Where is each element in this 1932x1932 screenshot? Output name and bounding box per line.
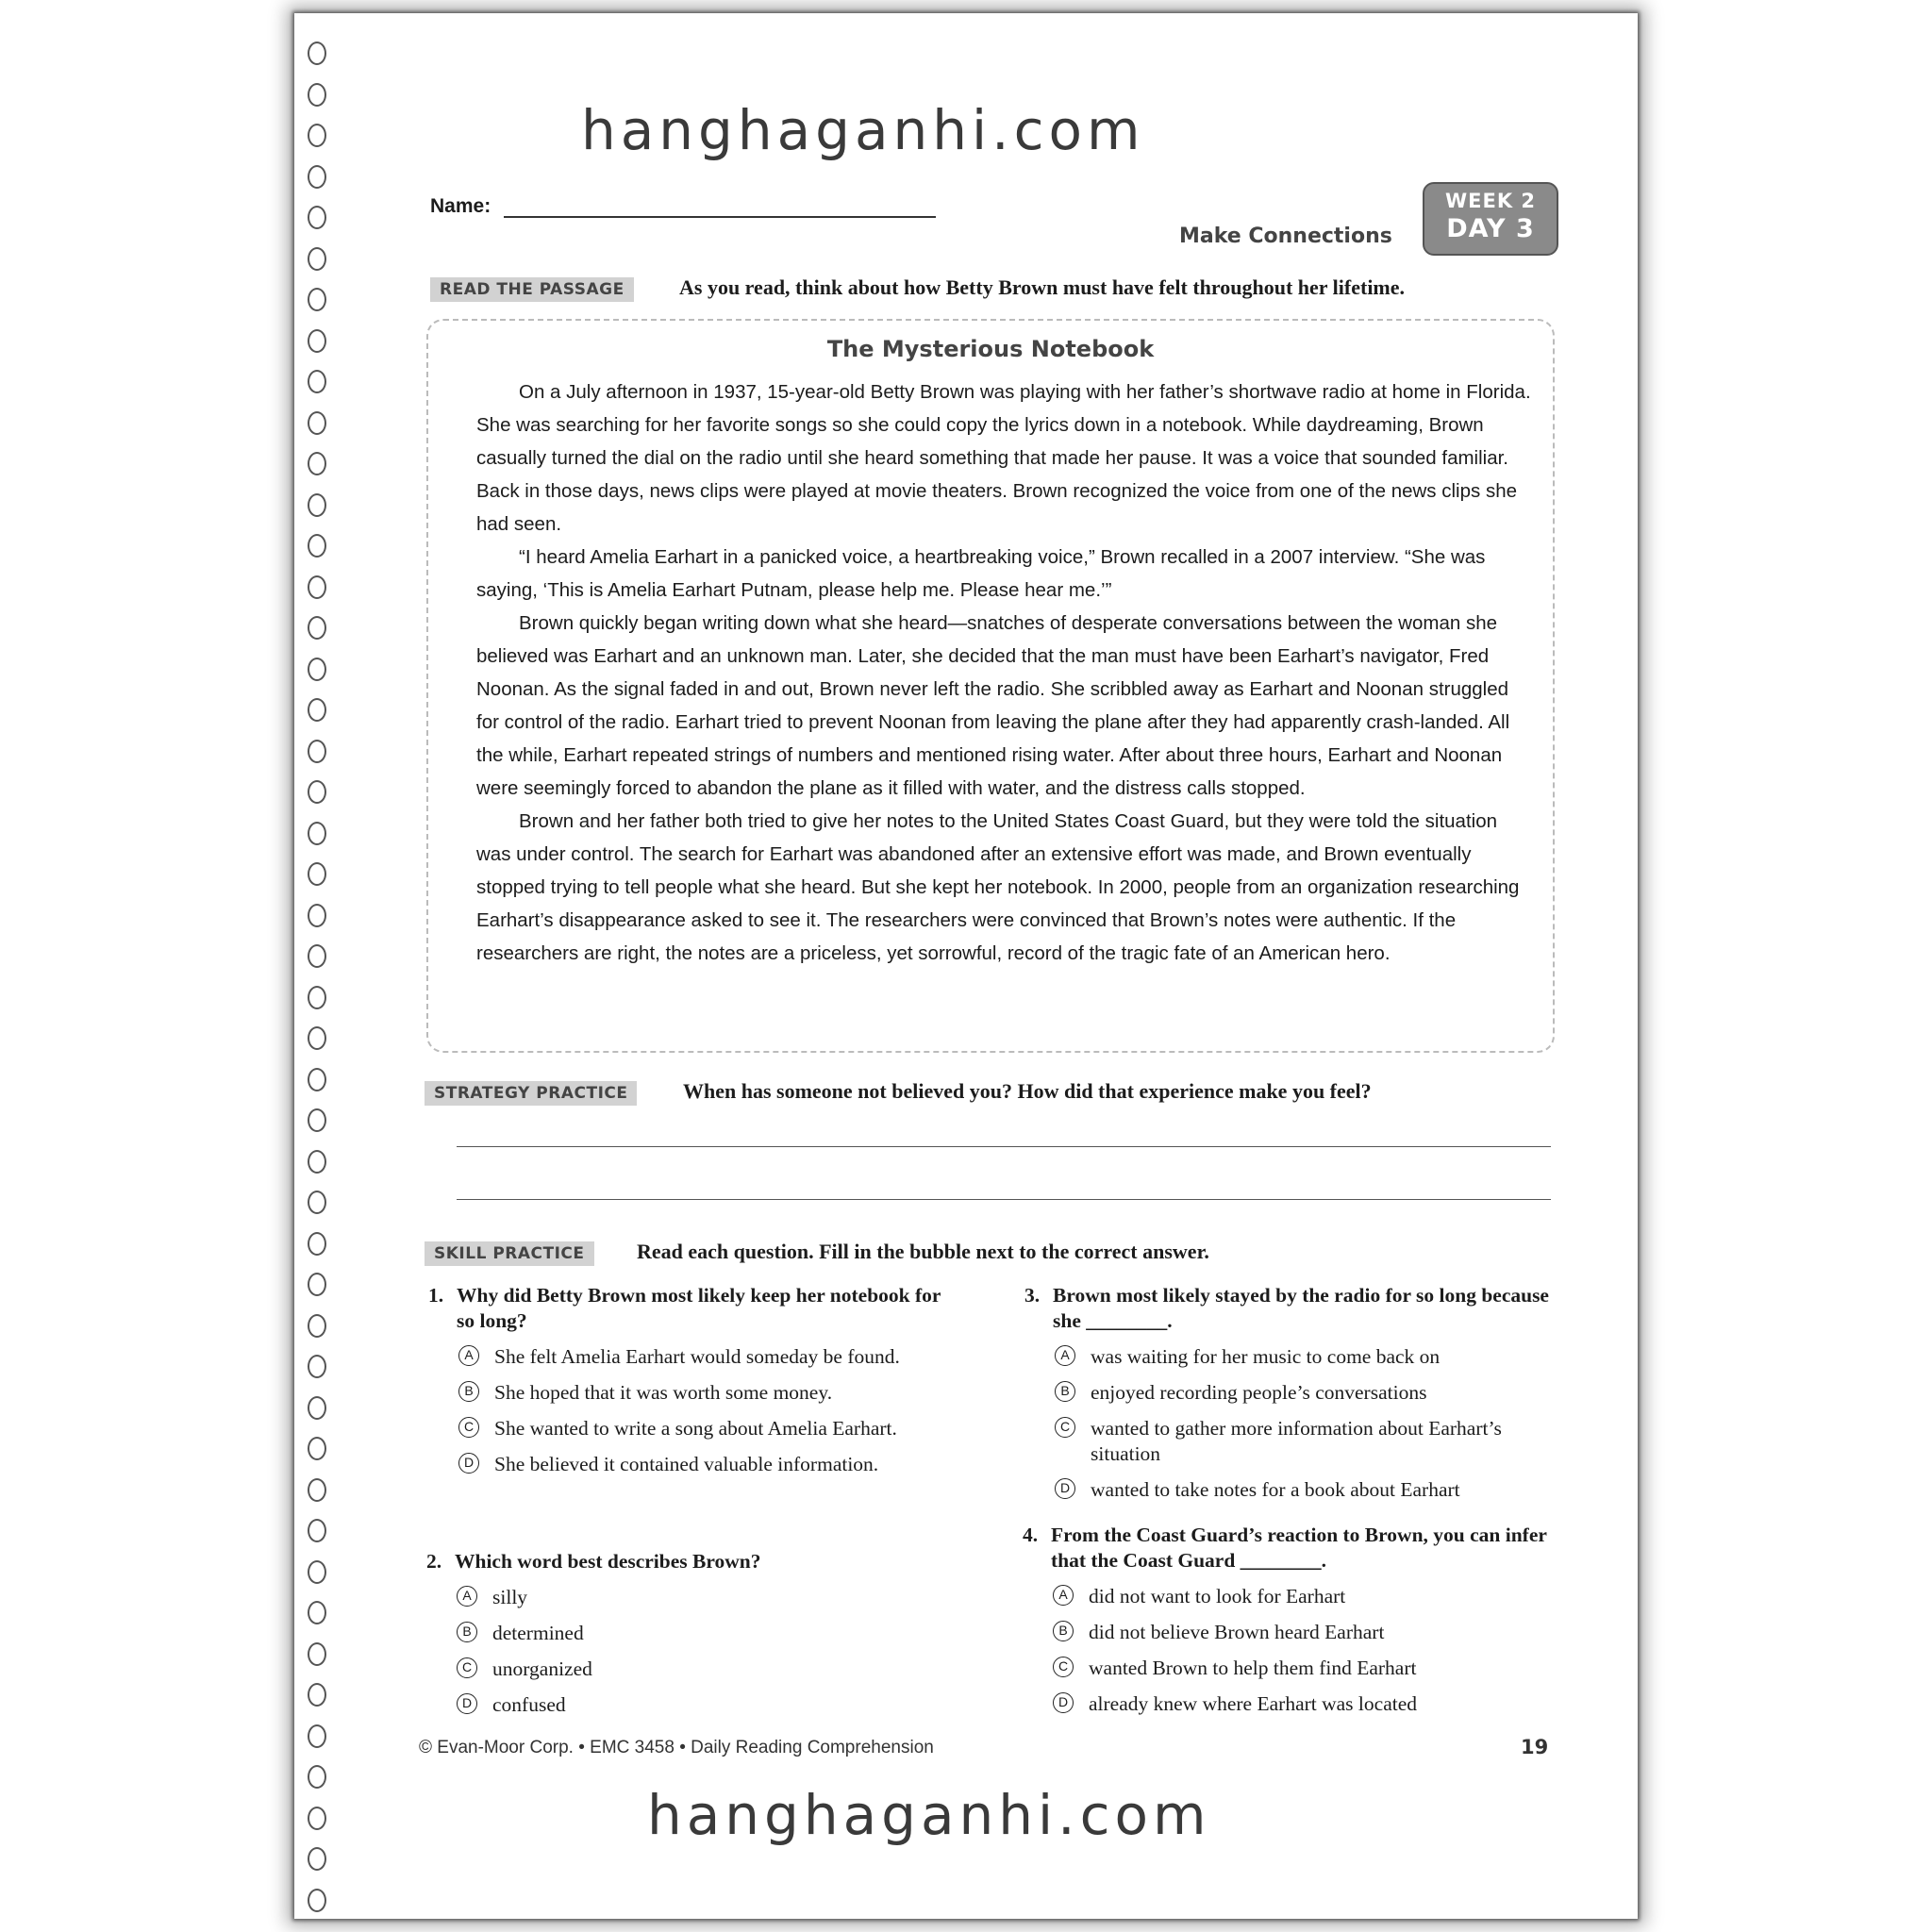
binding-hole	[308, 534, 326, 558]
answer-bubble[interactable]: D	[457, 1693, 477, 1714]
binding-hole	[308, 616, 326, 640]
question-stem: 2. Which word best describes Brown?	[426, 1550, 761, 1573]
question-3	[1024, 1283, 1562, 1503]
answer-option: A She felt Amelia Earhart would someday be found.	[428, 1344, 957, 1370]
skill-practice-instruction: Read each question. Fill in the bubble next to the correct answer.	[637, 1240, 1209, 1263]
binding-hole	[308, 862, 326, 886]
answer-bubble[interactable]: D	[1055, 1478, 1075, 1499]
binding-hole	[308, 904, 326, 927]
passage-paragraph: Brown and her father both tried to give her notes to the United States Coast Guard, but they were told the situation was under control. The search for Earhart was abandoned after an extensive effort was made, and Brown eventually stopped trying to tell people what she heard. But she kept her notebook. In 2000, people from an organization researching Earhart’s disappearance asked to see it. The researchers were convinced that Brown’s notes were authentic. If the researchers are right, the notes are a priceless, yet sorrowful, record of the tragic fate of an American hero.	[476, 810, 1520, 964]
binding-hole	[308, 1273, 326, 1296]
answer-option: C unorganized	[426, 1657, 955, 1682]
answer-bubble[interactable]: B	[457, 1622, 477, 1642]
binding-hole	[308, 1355, 326, 1378]
binding-hole	[308, 1601, 326, 1624]
answer-option: D wanted to take notes for a book about Earhart	[1024, 1477, 1562, 1503]
name-field-line[interactable]	[504, 216, 936, 218]
binding-hole	[308, 740, 326, 763]
answer-bubble[interactable]: A	[1053, 1585, 1074, 1606]
question-stem: 3. Brown most likely stayed by the radio for so long because she ________.	[1024, 1284, 1549, 1332]
question-number: 3.	[1024, 1284, 1041, 1307]
answer-option: A was waiting for her music to come back on	[1024, 1344, 1562, 1370]
binding-hole	[308, 165, 326, 189]
answer-option: C wanted to gather more information about Earhart’s situation	[1024, 1416, 1562, 1467]
binding-hole	[308, 1232, 326, 1256]
answer-option: D She believed it contained valuable information.	[428, 1452, 957, 1477]
passage-text	[476, 375, 1533, 970]
answer-option: B enjoyed recording people’s conversations	[1024, 1380, 1562, 1406]
binding-hole	[308, 1560, 326, 1584]
answer-bubble[interactable]: B	[1055, 1381, 1075, 1402]
binding-hole	[308, 42, 326, 65]
strategy-practice-tag: STRATEGY PRACTICE	[425, 1081, 637, 1106]
binding-hole	[308, 1847, 326, 1871]
answer-bubble[interactable]: C	[458, 1417, 479, 1438]
answer-option: D already knew where Earhart was located	[1023, 1691, 1560, 1717]
binding-hole	[308, 452, 326, 475]
read-passage-tag: READ THE PASSAGE	[430, 277, 634, 302]
binding-hole	[308, 1765, 326, 1789]
binding-hole	[308, 822, 326, 845]
binding-hole	[308, 1478, 326, 1502]
answer-bubble[interactable]: D	[1053, 1692, 1074, 1713]
question-2	[426, 1549, 955, 1718]
skill-practice-tag: SKILL PRACTICE	[425, 1241, 594, 1266]
week-label: WEEK 2	[1444, 190, 1537, 212]
binding-hole	[308, 1724, 326, 1748]
answer-bubble[interactable]: A	[457, 1586, 477, 1607]
answer-bubble[interactable]: A	[458, 1345, 479, 1366]
name-label: Name:	[430, 195, 491, 217]
binding-hole	[308, 658, 326, 681]
strategy-practice-prompt: When has someone not believed you? How did that experience make you feel?	[683, 1079, 1372, 1103]
binding-hole	[308, 329, 326, 353]
answer-option: C wanted Brown to help them find Earhart	[1023, 1656, 1560, 1681]
binding-hole	[308, 124, 326, 147]
answer-bubble[interactable]: C	[1055, 1417, 1075, 1438]
question-number: 2.	[426, 1550, 442, 1573]
binding-hole	[308, 83, 326, 107]
binding-hole	[308, 1191, 326, 1214]
binding-hole	[308, 1519, 326, 1542]
binding-hole	[308, 1807, 326, 1830]
answer-option: C She wanted to write a song about Amelia Earhart.	[428, 1416, 957, 1441]
passage-paragraph: Brown quickly began writing down what she heard—snatches of desperate conversations between the woman she believed was Earhart and an unknown man. Later, she decided that the man must have been Earhart’s navigator, Fred Noonan. As the signal faded in and out, Brown never left the radio. She scribbled away as Earhart and Noonan struggled for control of the radio. Earhart tried to prevent Noonan from leaving the plane after they had apparently crash-landed. All the while, Earhart repeated strings of numbers and mentioned rising water. After about three hours, Earhart and Noonan were seemingly forced to abandon the plane as it filled with water, and the distress calls stopped.	[476, 612, 1510, 799]
question-4	[1023, 1523, 1560, 1717]
binding-hole	[308, 1396, 326, 1420]
answer-bubble[interactable]: C	[457, 1657, 477, 1678]
read-passage-instruction: As you read, think about how Betty Brown must have felt throughout her lifetime.	[679, 275, 1406, 299]
binding-hole	[308, 1026, 326, 1050]
question-number: 4.	[1023, 1524, 1039, 1546]
binding-hole	[308, 411, 326, 435]
binding-hole	[308, 1108, 326, 1132]
day-label: DAY 3	[1446, 214, 1535, 243]
answer-line[interactable]	[457, 1199, 1551, 1200]
binding-hole	[308, 1889, 326, 1912]
passage-paragraph: “I heard Amelia Earhart in a panicked voice, a heartbreaking voice,” Brown recalled in a 2007 interview. “She was saying, ‘This is Amelia Earhart Putnam, please help me. Please hear me.’”	[476, 546, 1486, 601]
watermark-bottom: hanghaganhi.com	[647, 1783, 1211, 1847]
question-1	[428, 1283, 957, 1477]
binding-hole	[308, 247, 326, 271]
passage-paragraph: On a July afternoon in 1937, 15-year-old Betty Brown was playing with her father’s shortwave radio at home in Florida. She was searching for her favorite songs so she could copy the lyrics down in a notebook. While daydreaming, Brown casually turned the dial on the radio until she heard something that made her pause. It was a voice that sounded familiar. Back in those days, news clips were played at movie theaters. Brown recognized the voice from one of the news clips she had seen.	[476, 381, 1531, 535]
question-stem: 4. From the Coast Guard’s reaction to Brown, you can infer that the Coast Guard ________.	[1023, 1524, 1547, 1572]
question-number: 1.	[428, 1284, 444, 1307]
binding-hole	[308, 1437, 326, 1460]
binding-hole	[308, 575, 326, 599]
binding-hole	[308, 780, 326, 804]
answer-bubble[interactable]: A	[1055, 1345, 1075, 1366]
binding-hole	[308, 698, 326, 722]
binding-hole	[308, 1642, 326, 1666]
page-number: 19	[1521, 1736, 1549, 1758]
question-stem: 1. Why did Betty Brown most likely keep her notebook for so long?	[428, 1284, 941, 1332]
answer-bubble[interactable]: B	[458, 1381, 479, 1402]
binding-hole	[308, 1683, 326, 1707]
answer-option: B did not believe Brown heard Earhart	[1023, 1620, 1560, 1645]
answer-bubble[interactable]: B	[1053, 1621, 1074, 1641]
binding-hole	[308, 288, 326, 311]
week-day-badge	[1423, 182, 1558, 256]
binding-hole	[308, 944, 326, 968]
binding-hole	[308, 370, 326, 393]
answer-bubble[interactable]: D	[458, 1453, 479, 1474]
binding-hole	[308, 1314, 326, 1338]
strategy-label: Make Connections	[1179, 225, 1392, 248]
binding-hole	[308, 1150, 326, 1174]
answer-option: B She hoped that it was worth some money.	[428, 1380, 957, 1406]
binding-hole	[308, 986, 326, 1009]
answer-line[interactable]	[457, 1146, 1551, 1147]
answer-option: D confused	[426, 1692, 955, 1718]
binding-hole	[308, 493, 326, 517]
binding-hole	[308, 1068, 326, 1091]
footer-copyright: © Evan-Moor Corp. • EMC 3458 • Daily Reading Comprehension	[419, 1738, 934, 1757]
binding-hole	[308, 206, 326, 229]
binding-holes	[304, 42, 341, 1919]
answer-option: A silly	[426, 1585, 955, 1610]
watermark-top: hanghaganhi.com	[581, 98, 1145, 162]
answer-option: B determined	[426, 1621, 955, 1646]
answer-bubble[interactable]: C	[1053, 1657, 1074, 1677]
answer-option: A did not want to look for Earhart	[1023, 1584, 1560, 1609]
passage-title: The Mysterious Notebook	[826, 336, 1155, 362]
